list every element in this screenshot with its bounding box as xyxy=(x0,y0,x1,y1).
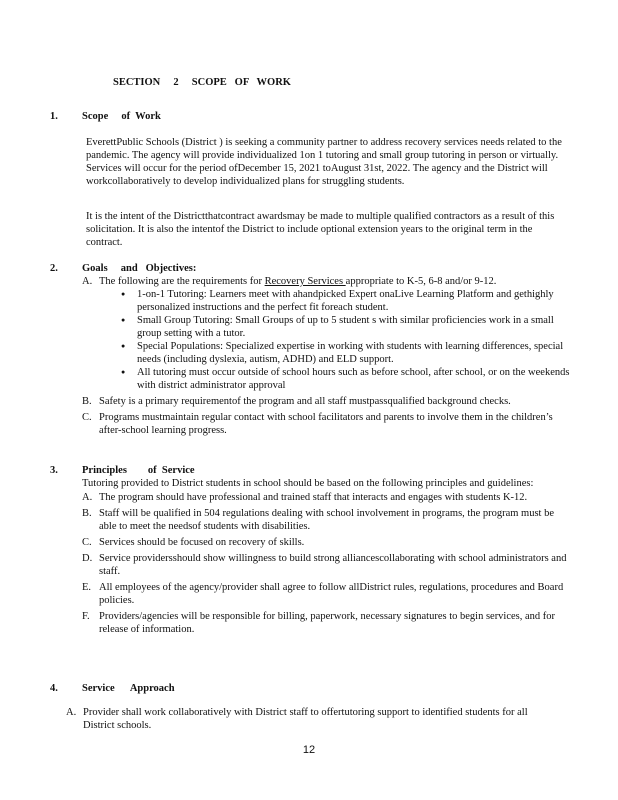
item-letter: B. xyxy=(82,396,92,407)
item-text: Providers/agencies will be responsible for billing, paperwork, necessary signatures to begin services, and for release of information. xyxy=(99,611,556,635)
item-a-text: Provider shall work collaboratively with District staff to offertutoring support to identified students for all District schools. xyxy=(83,707,528,731)
item-letter: A. xyxy=(82,276,93,287)
section-3-item xyxy=(82,581,570,607)
section-3-item xyxy=(82,552,570,578)
item-letter: C. xyxy=(82,537,92,548)
item-text: All employees of the agency/provider shall agree to follow allDistrict rules, regulations, procedures and Board policies. xyxy=(99,582,564,606)
item-letter: A. xyxy=(82,492,93,503)
item-letter: C. xyxy=(82,412,92,423)
item-c-text: Programs mustmaintain regular contact with school facilitators and parents to involve them in the children’s after-school learning progress. xyxy=(99,412,553,436)
section-2-heading: Goals and Objectives: xyxy=(82,263,197,274)
item-text: Staff will be qualified in 504 regulations dealing with school involvement in programs, the program must be able to meet the needsof students with disabilities. xyxy=(99,508,555,532)
section-1-paragraph-1: EverettPublic Schools (District ) is seeking a community partner to address recovery services needs related to the pandemic. The agency will provide individualized 1on 1 tutoring and small group tutoring in person or virtually. Services will occur for the period ofDecember 15, 2021 toAugust 31st, 2022. The agency and the District will workcollaboratively to develop individualized plans for struggling students. xyxy=(86,137,562,187)
section-4-list xyxy=(66,706,536,735)
item-letter: F. xyxy=(82,611,90,622)
section-3-item xyxy=(82,536,570,549)
section-4-item-a xyxy=(66,706,536,732)
section-2-number: 2. xyxy=(50,263,58,274)
item-text: Services should be focused on recovery of skills. xyxy=(99,537,305,548)
item-text: The program should have professional and trained staff that interacts and engages with students K-12. xyxy=(99,492,528,503)
item-letter: E. xyxy=(82,582,92,593)
section-3-item xyxy=(82,491,570,504)
bullet-item: ● Special Populations: Specialized expertise in working with students with learning differences, special needs (including dyslexia, autism, ADHD) and ELD support. xyxy=(119,340,570,366)
section-3-intro: Tutoring provided to District students in school should be based on the following principles and guidelines: xyxy=(82,478,534,489)
item-letter: A. xyxy=(66,707,77,718)
item-text: Service providersshould show willingness to build strong alliancescollaborating with school administrators and staff. xyxy=(99,553,567,577)
bullet-item: ● All tutoring must occur outside of school hours such as before school, after school, or on the weekends with district administrator approval xyxy=(119,366,570,392)
item-letter: D. xyxy=(82,553,93,564)
section-1-number: 1. xyxy=(50,111,58,122)
bullet-item: ● Small Group Tutoring: Small Groups of up to 5 student s with similar proficiencies work in a small group setting with a tutor. xyxy=(119,314,570,340)
section-3-list xyxy=(82,477,570,639)
section-4-number: 4. xyxy=(50,683,58,694)
recovery-services-link: Recovery Services xyxy=(264,276,346,287)
requirements-bullet-list xyxy=(99,288,570,392)
section-2-item-c xyxy=(82,411,570,437)
item-b-text: Safety is a primary requirementof the program and all staff mustpassqualified background checks. xyxy=(99,396,511,407)
section-2-item-a xyxy=(82,275,570,392)
section-3-item xyxy=(82,610,570,636)
section-3-number: 3. xyxy=(50,465,58,476)
section-1-heading: Scope of Work xyxy=(82,111,161,122)
section-title: SECTION 2 SCOPE OF WORK xyxy=(113,77,291,88)
item-letter: B. xyxy=(82,508,92,519)
page-number: 12 xyxy=(302,744,316,756)
section-2-list xyxy=(82,275,570,440)
item-a-text-post: appropriate to K-5, 6-8 and/or 9-12. xyxy=(345,276,497,287)
section-3-heading: Principles of Service xyxy=(82,465,195,476)
section-2-item-b xyxy=(82,395,570,408)
item-a-text-pre: The following are the requirements for xyxy=(99,276,265,287)
section-3-item xyxy=(82,507,570,533)
section-1-paragraph-2: It is the intent of the Districtthatcontract awardsmay be made to multiple qualified contractors as a result of this solicitation. It is also the intentof the District to include optional extension years to the original term in the contract. xyxy=(86,211,555,248)
bullet-item: ● 1-on-1 Tutoring: Learners meet with ahandpicked Expert onaLive Learning Platform and gethighly personalized instructions and the perfect fit foreach student. xyxy=(119,288,570,314)
section-4-heading: Service Approach xyxy=(82,683,175,694)
